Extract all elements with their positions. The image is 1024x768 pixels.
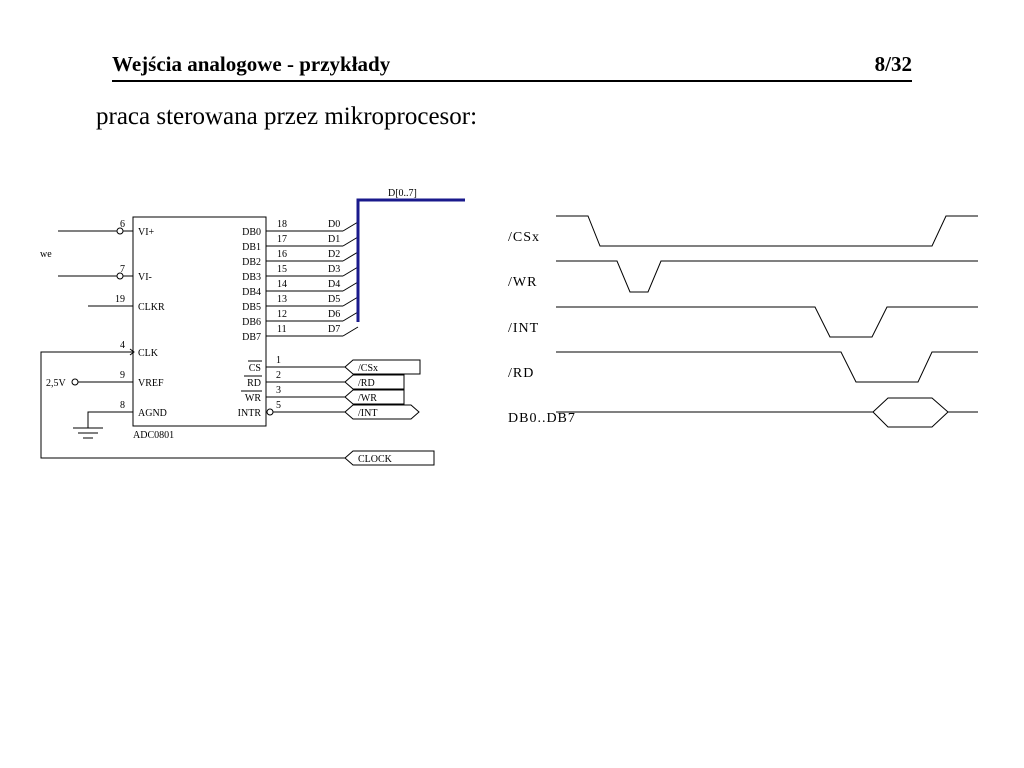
data-net-label: D0 xyxy=(328,219,341,230)
left-pin-number: 4 xyxy=(120,340,125,351)
left-pin-label: VI- xyxy=(138,272,152,283)
data-pin-number: 15 xyxy=(277,264,287,275)
bus-entry xyxy=(343,252,358,261)
bus-entry xyxy=(343,222,358,231)
control-pin-label: INTR xyxy=(237,408,261,419)
data-pin-label: DB5 xyxy=(242,302,261,313)
bus-entry xyxy=(343,282,358,291)
port-int xyxy=(345,405,419,419)
data-pin-label: DB4 xyxy=(242,287,261,298)
data-net-label: D5 xyxy=(328,294,341,305)
bus-entry xyxy=(343,297,358,306)
timing-signal-label: DB0..DB7 xyxy=(508,411,576,426)
timing-signal-label: /INT xyxy=(508,321,540,336)
data-pin-number: 12 xyxy=(277,309,287,320)
data-net-label: D6 xyxy=(328,309,341,320)
intr-inversion-bubble xyxy=(267,409,273,415)
port-label-clock: CLOCK xyxy=(358,454,392,465)
left-pin-number: 8 xyxy=(120,400,125,411)
data-pin-number: 14 xyxy=(277,279,287,290)
data-pin-label: DB6 xyxy=(242,317,261,328)
data-pin-number: 13 xyxy=(277,294,287,305)
control-pin-label: WR xyxy=(244,393,261,404)
wave-db xyxy=(556,398,978,427)
left-pin-number: 6 xyxy=(120,219,125,230)
bus-entry xyxy=(343,327,358,336)
left-pin-label: VI+ xyxy=(138,227,155,238)
control-pin-label: CS xyxy=(248,363,261,374)
left-pin-label: CLK xyxy=(138,348,158,359)
vref-terminal xyxy=(72,379,78,385)
chip-name: ADC0801 xyxy=(133,430,175,441)
control-pin-number: 5 xyxy=(276,400,281,411)
data-net-label: D1 xyxy=(328,234,341,245)
left-pin-number: 9 xyxy=(120,370,125,381)
timing-signal-label: /CSx xyxy=(508,230,541,245)
bus-entry xyxy=(343,237,358,246)
data-net-label: D2 xyxy=(328,249,341,260)
control-pin-number: 3 xyxy=(276,385,281,396)
input-label: we xyxy=(40,249,52,260)
bus-label: D[0..7] xyxy=(388,188,417,199)
bus-entry xyxy=(343,267,358,276)
data-pin-label: DB0 xyxy=(242,227,261,238)
slide-title: Wejścia analogowe - przykłady xyxy=(112,52,391,76)
data-net-label: D4 xyxy=(328,279,341,290)
data-pin-number: 11 xyxy=(277,324,287,335)
wave-csx xyxy=(556,216,978,246)
data-net-label: D3 xyxy=(328,264,341,275)
data-pin-number: 17 xyxy=(277,234,287,245)
data-pin-label: DB2 xyxy=(242,257,261,268)
control-pin-number: 2 xyxy=(276,370,281,381)
data-pin-label: DB1 xyxy=(242,242,261,253)
data-pin-label: DB3 xyxy=(242,272,261,283)
control-port-label: /WR xyxy=(358,393,377,404)
data-net-label: D7 xyxy=(328,324,341,335)
control-pin-number: 1 xyxy=(276,355,281,366)
timing-diagram xyxy=(556,216,978,427)
data-pin-number: 18 xyxy=(277,219,287,230)
data-pin-number: 16 xyxy=(277,249,287,260)
wave-wr xyxy=(556,261,978,292)
vref-value: 2,5V xyxy=(46,378,66,389)
bus-entry xyxy=(343,312,358,321)
timing-signal-label: /WR xyxy=(508,275,538,290)
control-pin-label: RD xyxy=(247,378,261,389)
wave-int xyxy=(556,307,978,337)
left-pin-label: VREF xyxy=(138,378,164,389)
control-port-label: /RD xyxy=(358,378,375,389)
data-bus xyxy=(358,200,465,322)
wave-rd xyxy=(556,352,978,382)
port-csx xyxy=(345,360,420,374)
control-port-label: /CSx xyxy=(358,363,379,374)
page-number: 8/32 xyxy=(874,52,912,76)
timing-signal-label: /RD xyxy=(508,366,535,381)
left-pin-number: 19 xyxy=(115,294,125,305)
left-pin-label: CLKR xyxy=(138,302,165,313)
left-pin-label: AGND xyxy=(138,408,167,419)
data-pin-label: DB7 xyxy=(242,332,261,343)
control-port-label: /INT xyxy=(358,408,378,419)
left-pin-number: 7 xyxy=(120,264,125,275)
slide-subtitle: praca sterowana przez mikroprocesor: xyxy=(96,103,478,130)
